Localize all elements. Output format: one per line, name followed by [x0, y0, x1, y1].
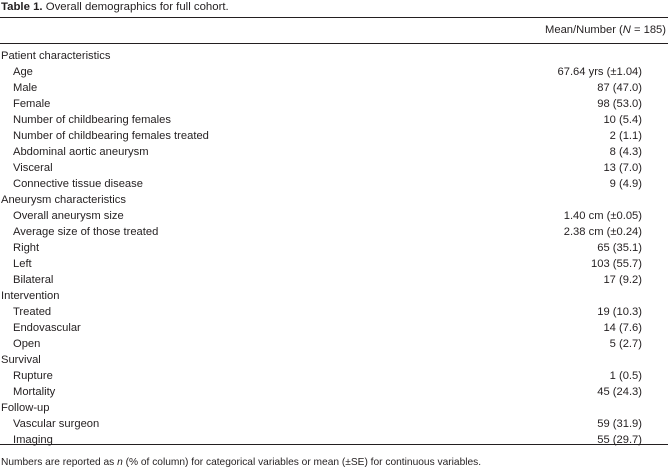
- table-row: [0, 208, 668, 224]
- row-value: 59 (31.9): [597, 418, 642, 430]
- row-label: Abdominal aortic aneurysm: [13, 146, 149, 158]
- row-value: [442, 352, 668, 368]
- row-value: 67.64 yrs (±1.04): [557, 66, 642, 78]
- table-row: [0, 128, 668, 144]
- footnote-n-symbol: n: [117, 457, 123, 468]
- row-label: Imaging: [13, 434, 53, 446]
- row-value: 14 (7.6): [603, 322, 642, 334]
- row-label: Rupture: [13, 370, 53, 382]
- table-row: [0, 320, 668, 336]
- row-value: 10 (5.4): [603, 114, 642, 126]
- row-label: Right: [13, 242, 40, 254]
- row-value: 19 (10.3): [597, 306, 642, 318]
- row-value: 55 (29.7): [597, 434, 642, 446]
- row-label: Endovascular: [13, 322, 81, 334]
- table-row: [0, 336, 668, 352]
- row-label: Left: [13, 258, 32, 270]
- table-row: [0, 416, 668, 432]
- row-value: 98 (53.0): [597, 98, 642, 110]
- row-label: Visceral: [13, 162, 53, 174]
- section-row: [0, 352, 668, 368]
- section-label: Aneurysm characteristics: [1, 194, 126, 206]
- section-label: Patient characteristics: [1, 50, 111, 62]
- section-label: Follow-up: [1, 402, 50, 414]
- table-row: [0, 368, 668, 384]
- table-caption-text: Overall demographics for full cohort.: [45, 1, 229, 13]
- table-caption: [1, 0, 229, 14]
- row-value: 65 (35.1): [597, 242, 642, 254]
- row-label: Number of childbearing females: [13, 114, 171, 126]
- table-row: [0, 96, 668, 112]
- row-value: 2.38 cm (±0.24): [563, 226, 642, 238]
- table-row: [0, 224, 668, 240]
- row-value: 9 (4.9): [609, 178, 642, 190]
- table-row: [0, 432, 668, 448]
- row-value: 5 (2.7): [609, 338, 642, 350]
- table-caption-label: Table 1.: [1, 1, 43, 13]
- row-value: 13 (7.0): [603, 162, 642, 174]
- table-row: [0, 80, 668, 96]
- footnote-suffix: (% of column) for categorical variables or mean (±SE) for continuous variables.: [122, 457, 482, 468]
- header-rule: [0, 43, 668, 44]
- row-value: 1.40 cm (±0.05): [563, 210, 642, 222]
- row-value: [442, 48, 668, 64]
- row-value: [442, 400, 668, 416]
- section-row: [0, 400, 668, 416]
- row-value: 8 (4.3): [609, 146, 642, 158]
- column-header-suffix: = 185): [630, 24, 666, 36]
- table-row: [0, 272, 668, 288]
- demographics-table: [0, 48, 668, 448]
- table-row: [0, 112, 668, 128]
- row-label: Average size of those treated: [13, 226, 159, 238]
- column-header-n-symbol: N: [622, 24, 631, 36]
- row-label: Connective tissue disease: [13, 178, 143, 190]
- row-value: 45 (24.3): [597, 386, 642, 398]
- row-label: Mortality: [13, 386, 56, 398]
- section-row: [0, 48, 668, 64]
- row-label: Male: [13, 82, 38, 94]
- row-value: 103 (55.7): [591, 258, 642, 270]
- row-label: Number of childbearing females treated: [13, 130, 209, 142]
- row-value: 87 (47.0): [597, 82, 642, 94]
- table-footnote: [1, 456, 481, 469]
- row-value: [442, 192, 668, 208]
- table-body: [0, 48, 668, 448]
- row-label: Vascular surgeon: [13, 418, 100, 430]
- section-row: [0, 192, 668, 208]
- section-row: [0, 288, 668, 304]
- row-value: 2 (1.1): [609, 130, 642, 142]
- row-value: 17 (9.2): [603, 274, 642, 286]
- table-row: [0, 240, 668, 256]
- row-label: Open: [13, 338, 41, 350]
- row-label: Female: [13, 98, 51, 110]
- table-row: [0, 304, 668, 320]
- bottom-rule: [0, 444, 668, 445]
- table-row: [0, 64, 668, 80]
- row-value: [442, 288, 668, 304]
- row-label: Overall aneurysm size: [13, 210, 124, 222]
- table-row: [0, 176, 668, 192]
- row-label: Age: [13, 66, 33, 78]
- top-rule: [0, 17, 668, 18]
- row-label: Treated: [13, 306, 52, 318]
- section-label: Survival: [1, 354, 41, 366]
- row-value: 1 (0.5): [609, 370, 642, 382]
- table-row: [0, 160, 668, 176]
- section-label: Intervention: [1, 290, 60, 302]
- footnote-prefix: Numbers are reported as: [1, 457, 118, 468]
- table-row: [0, 384, 668, 400]
- column-header-prefix: Mean/Number (: [545, 24, 623, 36]
- table-row: [0, 144, 668, 160]
- table-row: [0, 256, 668, 272]
- column-header: [545, 23, 666, 37]
- row-label: Bilateral: [13, 274, 54, 286]
